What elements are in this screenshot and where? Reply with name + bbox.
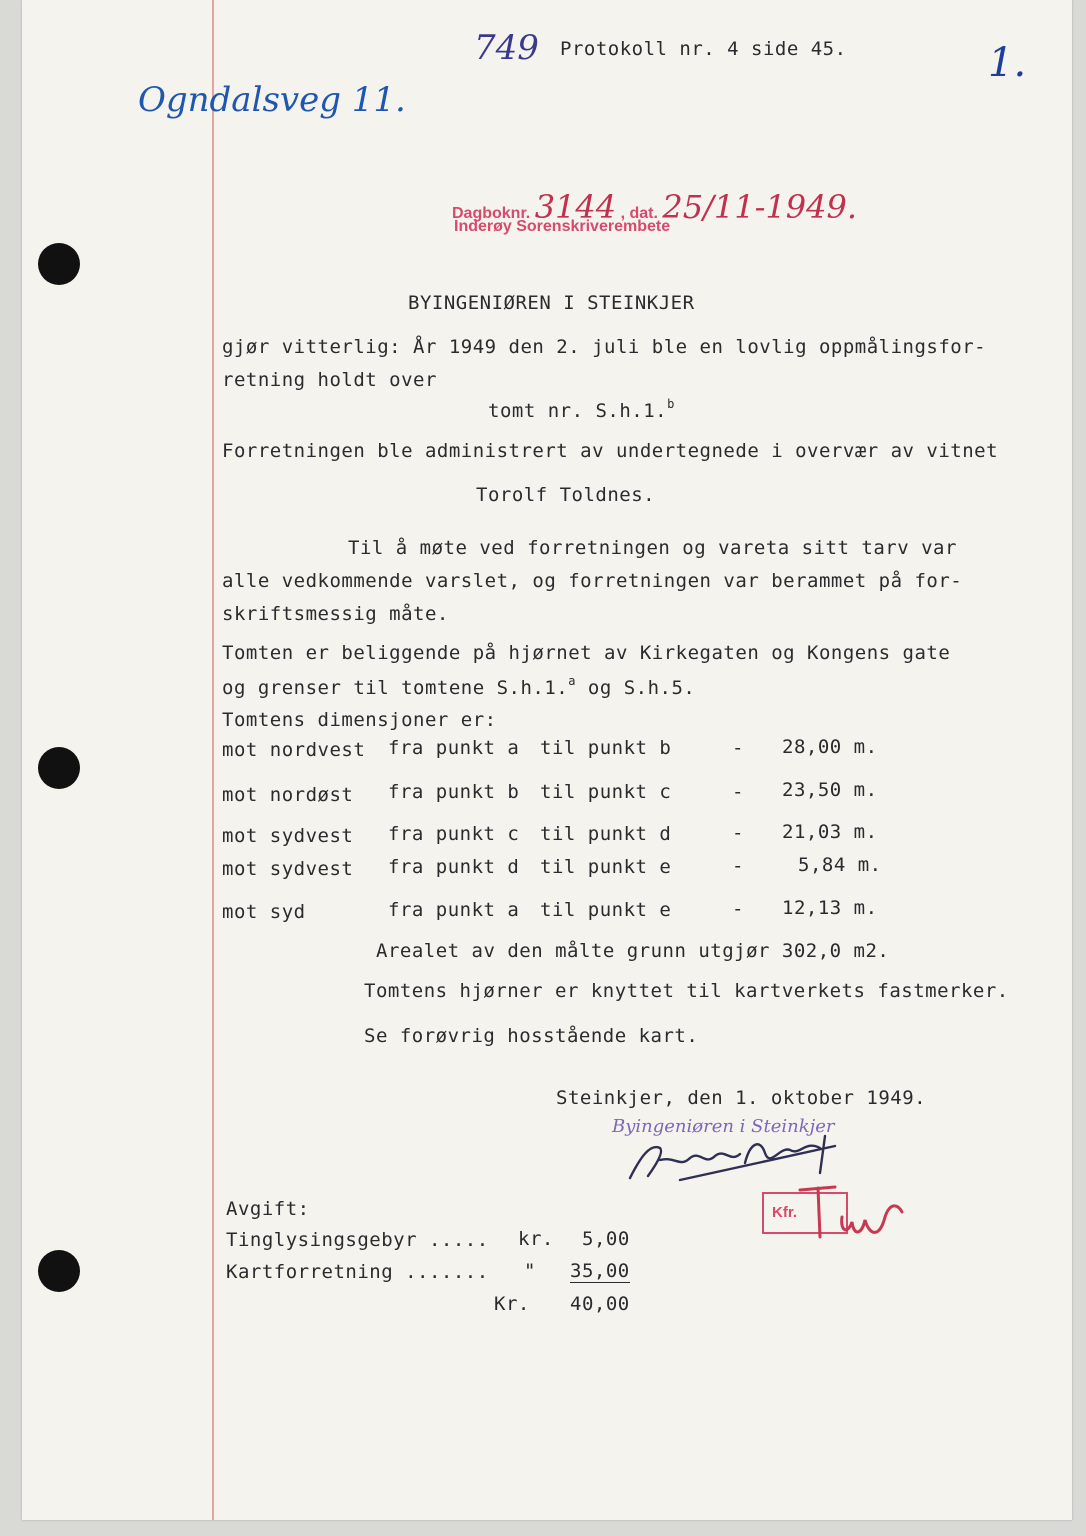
fee-total-currency: Kr.	[494, 1293, 530, 1315]
signature-stamp: Byingeniøren i Steinkjer	[612, 1116, 835, 1137]
place-date: Steinkjer, den 1. oktober 1949.	[556, 1087, 927, 1109]
handwritten-signature	[620, 1128, 860, 1186]
lot-number	[488, 397, 675, 422]
corner-mark: 1.	[988, 40, 1027, 86]
fee-amount: 5,00	[582, 1228, 630, 1250]
page-number-handwritten: 749	[474, 28, 539, 68]
dimension-from: fra punkt a	[388, 737, 520, 759]
body-line: retning holdt over	[222, 369, 437, 391]
dimensions-intro: Tomtens dimensjoner er:	[222, 709, 497, 731]
dimension-length: 12,13 m.	[782, 897, 878, 919]
dimension-length: 28,00 m.	[782, 736, 878, 758]
dimension-length: 21,03 m.	[782, 821, 878, 843]
margin-line	[212, 0, 214, 1520]
protocol-reference: Protokoll nr. 4 side 45.	[560, 38, 847, 60]
dimension-direction: mot sydvest	[222, 858, 354, 880]
received-stamp-line2: Inderøy Sorenskriverembete	[454, 218, 671, 235]
body-line: gjør vitterlig: År 1949 den 2. juli ble en lovlig oppmålingsfor-	[222, 336, 987, 358]
dimension-to: til punkt c	[540, 781, 672, 803]
dimension-dash: -	[732, 822, 744, 844]
body-line: Til å møte ved forretningen og vareta sitt tarv var	[348, 537, 957, 559]
kfr-initials	[790, 1182, 915, 1242]
body-line: alle vedkommende varslet, og forretningen var berammet på for-	[222, 570, 963, 592]
dimension-from: fra punkt a	[388, 899, 520, 921]
dimension-to: til punkt b	[540, 737, 672, 759]
dimension-to: til punkt d	[540, 823, 672, 845]
body-line: skriftsmessig måte.	[222, 603, 449, 625]
dimension-direction: mot syd	[222, 901, 306, 923]
dimension-direction: mot nordvest	[222, 739, 366, 761]
lot-number-text: tomt nr. S.h.1.	[488, 400, 668, 422]
punch-hole	[38, 243, 80, 285]
dimension-from: fra punkt c	[388, 823, 520, 845]
body-line	[222, 674, 696, 699]
dimension-direction: mot nordøst	[222, 784, 354, 806]
dimension-length: 23,50 m.	[782, 779, 878, 801]
dimension-dash: -	[732, 898, 744, 920]
lot-number-sup: b	[667, 397, 675, 411]
dimension-from: fra punkt b	[388, 781, 520, 803]
dimension-dash: -	[732, 737, 744, 759]
stamp-date: 25/11-1949.	[662, 188, 858, 226]
fee-currency: "	[524, 1260, 536, 1282]
fees-heading: Avgift:	[226, 1198, 310, 1220]
area-statement: Arealet av den målte grunn utgjør 302,0 m2.	[376, 940, 890, 962]
dimension-dash: -	[732, 781, 744, 803]
fee-label: Kartforretning .......	[226, 1261, 489, 1283]
fee-amount: 35,00	[570, 1260, 630, 1282]
kfr-stamp-label: Kfr.	[772, 1204, 798, 1221]
body-text: og S.h.5.	[575, 677, 696, 699]
punch-hole	[38, 747, 80, 789]
dimension-length: 5,84 m.	[798, 854, 882, 876]
corners-statement: Tomtens hjørner er knyttet til kartverkets fastmerker.	[364, 980, 1009, 1002]
see-map-statement: Se forøvrig hosstående kart.	[364, 1025, 699, 1047]
dimension-to: til punkt e	[540, 856, 672, 878]
dimension-to: til punkt e	[540, 899, 672, 921]
fee-currency: kr.	[518, 1228, 554, 1250]
body-sup: a	[568, 674, 576, 688]
stamp-number: 3144	[534, 188, 617, 226]
document-title: BYINGENIØREN I STEINKJER	[408, 292, 695, 314]
punch-hole	[38, 1250, 80, 1292]
stamp-label: Dagboknr.	[452, 205, 531, 222]
fee-total-amount: 40,00	[570, 1293, 630, 1315]
dimension-direction: mot sydvest	[222, 825, 354, 847]
stamp-date-label: , dat.	[620, 205, 658, 222]
body-text: og grenser til tomtene S.h.1.	[222, 677, 569, 699]
body-line: Tomten er beliggende på hjørnet av Kirkegaten og Kongens gate	[222, 642, 951, 664]
body-line: Forretningen ble administrert av undertegnede i overvær av vitnet	[222, 440, 999, 462]
fee-label: Tinglysingsgebyr .....	[226, 1229, 489, 1251]
dimension-dash: -	[732, 855, 744, 877]
dimension-from: fra punkt d	[388, 856, 520, 878]
address-handwritten: Ogndalsveg 11.	[138, 80, 406, 120]
witness-name: Torolf Toldnes.	[476, 484, 656, 506]
